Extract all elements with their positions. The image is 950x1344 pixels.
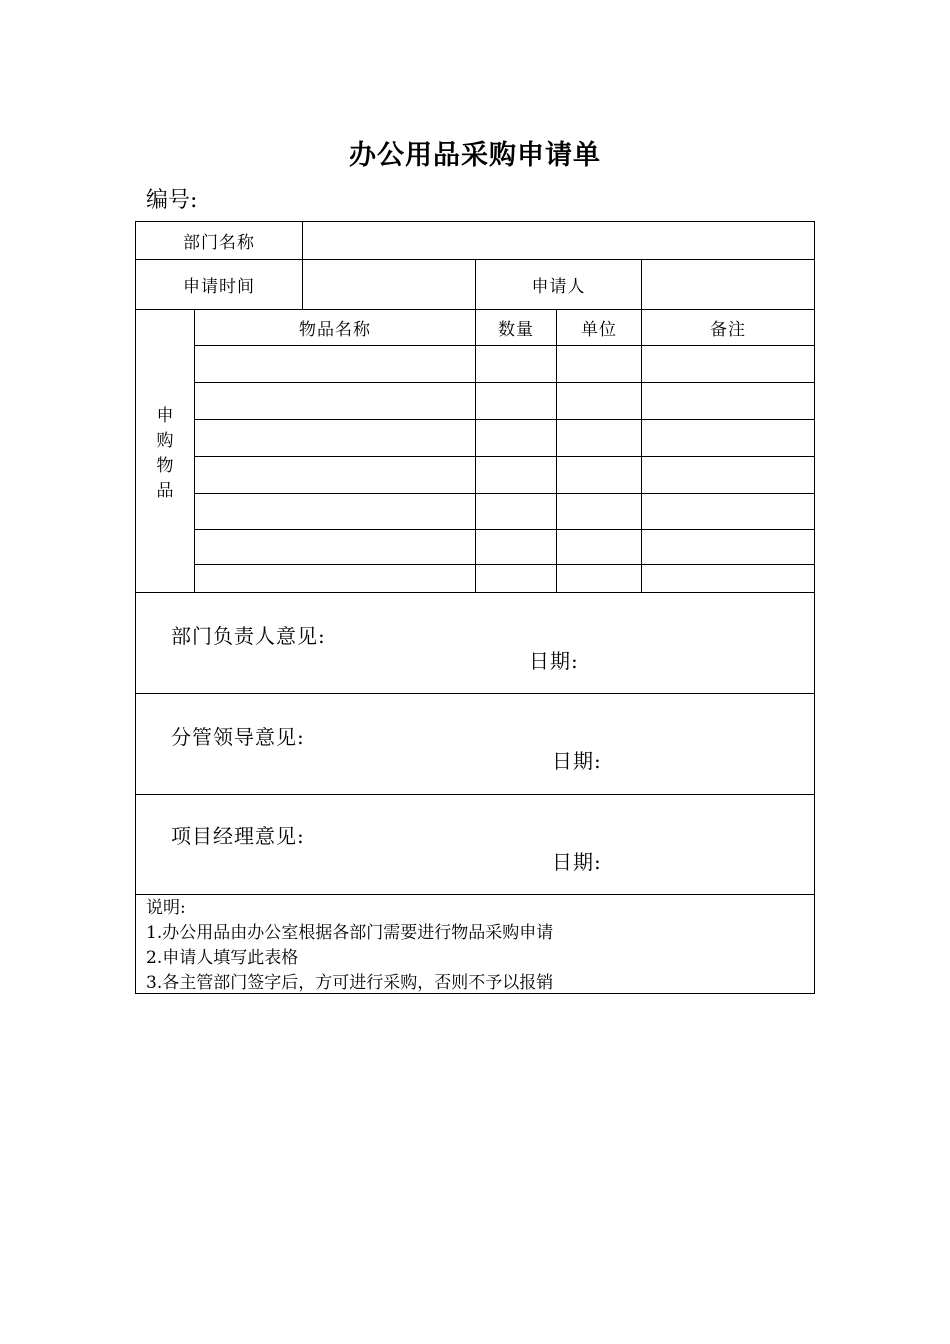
instruction-item: 2.申请人填写此表格 (146, 948, 299, 968)
column-divider (475, 309, 476, 592)
purchase-request-form (135, 221, 815, 994)
row-divider (136, 592, 814, 593)
items-section-label (136, 312, 194, 595)
row-divider (136, 894, 814, 895)
applicant-label: 申请人 (531, 277, 586, 297)
instruction-item: 3.各主管部门签字后，方可进行采购，否则不予以报销 (146, 973, 554, 993)
pm-opinion-label: 项目经理意见: (171, 824, 305, 848)
item-name-header: 物品名称 (299, 320, 371, 340)
leader-opinion-label: 分管领导意见: (171, 725, 305, 749)
leader-date-label: 日期: (552, 749, 602, 773)
dept-head-opinion-label: 部门负责人意见: (171, 624, 326, 648)
row-divider (136, 693, 814, 694)
items-section-char: 品 (156, 480, 174, 501)
dept-head-date-label: 日期: (529, 649, 579, 673)
apply-time-field[interactable] (303, 260, 475, 309)
instructions-title: 说明: (146, 898, 186, 918)
items-section-char: 购 (156, 430, 174, 451)
remark-header: 备注 (710, 320, 746, 340)
page-title: 办公用品采购申请单 (349, 140, 601, 171)
quantity-header: 数量 (498, 320, 534, 340)
items-section-char: 物 (156, 455, 174, 476)
applicant-field[interactable] (642, 260, 814, 309)
column-divider (194, 309, 195, 592)
dept-name-field[interactable] (303, 222, 814, 259)
items-section-char: 申 (156, 405, 174, 426)
row-divider (194, 382, 814, 383)
instructions (146, 896, 553, 996)
row-divider (194, 529, 814, 530)
row-divider (194, 345, 814, 346)
row-divider (194, 564, 814, 565)
dept-name-label: 部门名称 (183, 233, 255, 253)
row-divider (194, 456, 814, 457)
apply-time-label: 申请时间 (183, 277, 255, 297)
row-divider (194, 419, 814, 420)
row-divider (136, 794, 814, 795)
unit-header: 单位 (581, 320, 617, 340)
pm-date-label: 日期: (552, 850, 602, 874)
instruction-item: 1.办公用品由办公室根据各部门需要进行物品采购申请 (146, 923, 554, 943)
serial-number-label: 编号: (146, 188, 198, 213)
row-divider (194, 493, 814, 494)
column-divider (556, 309, 557, 592)
